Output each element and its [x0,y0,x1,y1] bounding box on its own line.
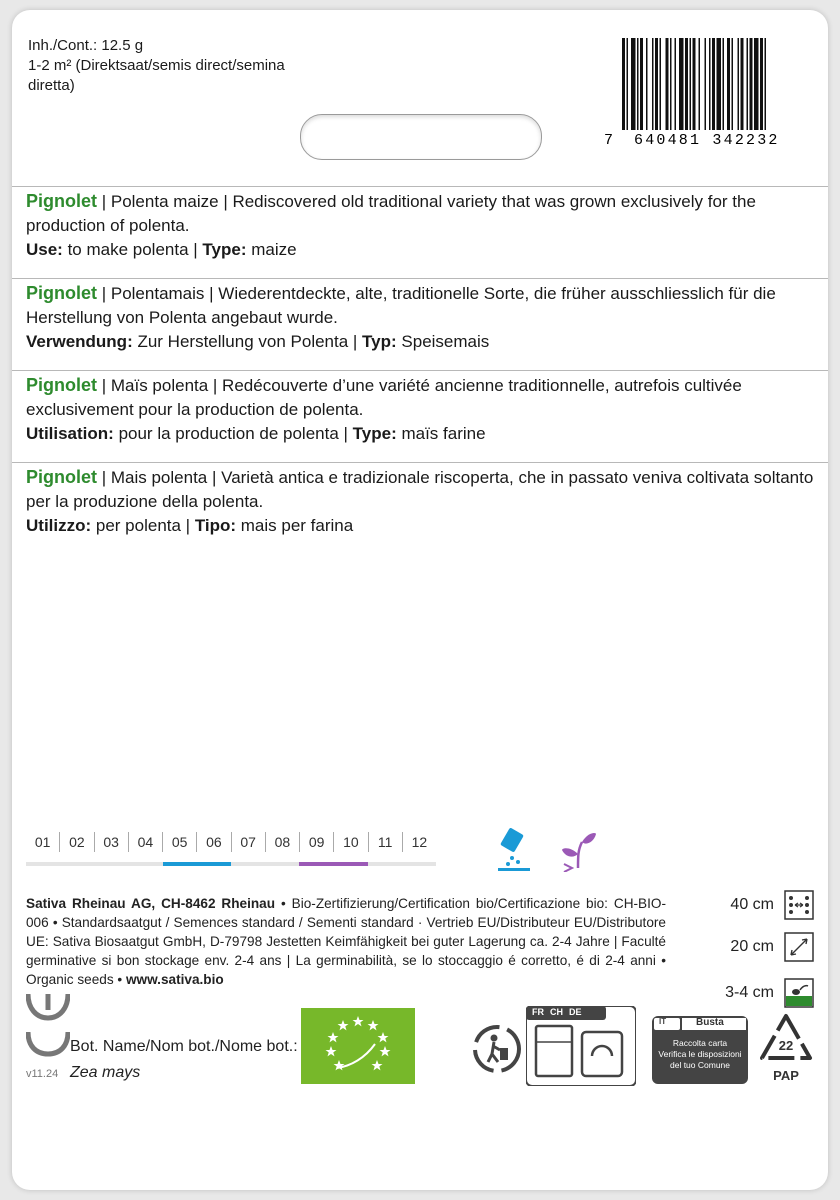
botanical-name-label: Bot. Name/Nom bot./Nome bot.: [70,1038,298,1055]
busta-line-3: del tuo Comune [669,1060,730,1070]
month-06: 06 [197,832,231,852]
plant-distance [704,930,814,964]
sowing-period-bar [163,862,231,866]
direct-sowing-icon [496,828,532,872]
variety-name: Pignolet [26,283,97,303]
barcode [604,38,818,149]
pap-number: 22 [778,1038,794,1053]
seed-packet-back [12,10,828,1190]
variety-description: | Maïs polenta | Redécouverte d’une variété ancienne traditionnelle, autrefois cultivée exclusivement pour la production de polenta. [26,376,742,419]
type-value: maïs farine [396,424,486,443]
packet-content-info [28,36,328,96]
type-label: Typ: [362,332,397,351]
type-label: Type: [202,240,247,259]
busta-instructions [656,1038,744,1071]
plant-distance-label: 20 cm [730,938,774,955]
italian-disposal-label [652,1016,748,1084]
month-05: 05 [163,832,197,852]
content-weight: Inh./Cont.: 12.5 g [28,37,144,54]
description-italian [12,462,828,538]
triman-country-codes [532,1007,602,1017]
sowing-area-line-2: diretta) [28,77,75,94]
website-link[interactable]: www.sativa.bio [125,972,224,987]
barcode-number: 640481 342232 [634,132,780,149]
use-label: Use: [26,240,63,259]
month-08: 08 [266,832,300,852]
plant-icon [558,828,598,872]
barcode-first-digit: 7 [604,132,614,149]
hanger-slot [300,114,542,160]
country-code-de: DE [569,1007,582,1017]
description-english [12,186,828,262]
company-name: Sativa Rheinau AG, CH-8462 Rheinau [26,896,276,911]
country-code-ch: CH [550,1007,563,1017]
variety-name: Pignolet [26,375,97,395]
type-label: Type: [352,424,397,443]
use-label: Utilizzo: [26,516,92,535]
country-code-fr: FR [532,1007,544,1017]
plant-spacing-icon [784,932,814,962]
use-value: pour la production de polenta | [113,424,353,443]
type-label: Tipo: [194,516,237,535]
variety-description: | Polenta maize | Rediscovered old traditional variety that was grown exclusively for the production of polenta. [26,192,756,235]
sowing-depth-label: 3-4 cm [725,984,774,1001]
recycle-bin-icon [470,1022,524,1076]
description-french [12,370,828,446]
row-distance [704,888,814,922]
busta-country: IT [659,1017,667,1026]
pap-recycling-code [758,1012,814,1086]
month-track [26,862,436,866]
variety-description: | Mais polenta | Varietà antica e tradizionale riscoperta, che in passato veniva coltivata soltanto per la produzione della polenta. [26,468,814,511]
company-info [26,894,666,989]
variety-description: | Polentamais | Wiederentdeckte, alte, traditionelle Sorte, die früher ausschliesslich für die Herstellung von Polenta angebaut wurde. [26,284,776,327]
certification-text: • Bio-Zertifizierung/Certification bio/Certificazione bio: CH-BIO-006 • Standardsaatgut / Semences standard / Sementi standard · Vertrieb EU/Distributeur EU/Distributore UE: Sativa Biosaatgut GmbH, D-79798 Jestetten Keimfähigkeit bei guter Lagerung ca. 2-4 Jahre | Faculté germinative si bon stockage env. 2-4 ans | La germinabilità, se lo stoccaggio é corretto, é di 2-4 anni • Organic seeds • [26,896,666,987]
sowing-depth [704,976,814,1010]
eu-organic-logo [301,1008,415,1084]
use-value: per polenta | [91,516,195,535]
busta-line-1: Raccolta carta [672,1038,728,1048]
type-value: maize [246,240,297,259]
sowing-depth-icon [784,978,814,1008]
busta-line-2: Verifica le disposizioni [658,1049,742,1059]
month-03: 03 [95,832,129,852]
description-german [12,278,828,354]
barcode-bars [622,38,818,130]
month-04: 04 [129,832,163,852]
sowing-area-line-1: 1-2 m² (Direktsaat/semis direct/semina [28,57,285,74]
use-label: Verwendung: [26,332,133,351]
type-value: Speisemais [396,332,490,351]
row-distance-label: 40 cm [730,896,774,913]
month-12: 12 [411,834,428,850]
row-spacing-icon [784,890,814,920]
botanical-name: Zea mays [70,1064,141,1081]
month-row [26,832,436,852]
month-07: 07 [232,832,266,852]
month-09: 09 [300,832,334,852]
variety-name: Pignolet [26,191,97,211]
month-02: 02 [60,832,94,852]
month-01: 01 [26,832,60,852]
version-number: v11.24 [26,1068,59,1080]
sowing-calendar [26,832,436,868]
triman-sorting-icon [526,1006,636,1086]
harvest-period-bar [299,862,367,866]
use-value: to make polenta | [62,240,203,259]
sativa-logo [26,992,70,1062]
use-value: Zur Herstellung von Polenta | [132,332,363,351]
pap-label: PAP [773,1068,799,1083]
variety-name: Pignolet [26,467,97,487]
use-label: Utilisation: [26,424,114,443]
month-10: 10 [334,832,368,852]
busta-title: Busta [696,1017,724,1028]
type-value: mais per farina [236,516,354,535]
month-11: 11 [369,832,403,852]
